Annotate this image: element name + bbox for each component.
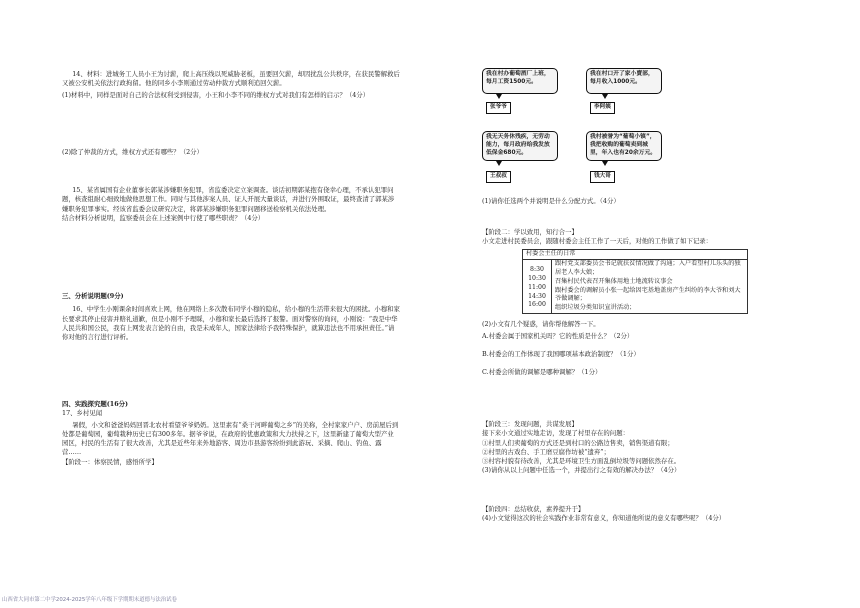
speech-bubble-3: 我无天务休残疾，无劳动能力，每月政府给我发放低保金680元。 [482, 131, 558, 161]
stage-3-p2: ②村里的古戏台、手工磨豆腐作坊被“遗弃”； [482, 447, 610, 456]
stage-2-qc: C.村委会所做的调解是哪种调解？（1分） [482, 368, 602, 377]
bubble-tail-3 [496, 161, 502, 166]
time-column [523, 259, 552, 314]
stage-2-q2: (2)小文有几个疑惑，请你帮他解答一下。 [482, 320, 600, 329]
page-footer: 山西省大同市第二中学2024-2025学年八年级下学期期末道德与法治试卷 [2, 597, 177, 603]
stage-2 [482, 228, 787, 378]
stage-4-title: 【阶段四：总结收获，素养提升于】 [482, 505, 585, 513]
time-2: 10:30 [528, 274, 546, 282]
bubble-tail-4 [602, 161, 608, 166]
bubble-tail-2 [602, 94, 608, 99]
question-14 [62, 70, 400, 100]
stage-3-q3: (3)请你从以上问题中任选一个，并提出行之有效的解决办法？（4分） [482, 466, 681, 475]
stage-3-intro: 接下来小文通过实地走访，发现了村里存在的问题： [482, 429, 629, 438]
right-q1-text: (1)请你任选两个并说明是什么分配方式。（4分） [482, 197, 620, 205]
entry-1: 跟村党支部委员会书记就扶贫情况做了沟通；入户看望村儿乐头的独居老人李大娘； [555, 259, 741, 276]
q14-sub2 [62, 148, 400, 157]
speech-bubble-4: 我村被誉为“葡萄小镇”，我把收购的葡萄卖到城里，年入也有20余万元。 [586, 131, 662, 161]
stage-3-p1: ①村里人们卖葡萄的方式还是到村口的公路边售卖，销售渠道有限； [482, 438, 674, 447]
q16-text: 16、中学生小刚课余时间喜欢上网，他在网络上多次散布同学小穆的隐私，给小穆的生活带来很大的困扰。小穆和家长要求其停止侵害并赔礼道歉，但是小刚不予理睬，小穆和家长最后选择了报警。面对警察的询问，小刚说：“我是中华人民共和国公民，我有上网发表言论的自由，我是未成年人，国家法律给予我特殊保护，就算违法也不用承担责任。”请你对他的言行进行评析。 [62, 305, 400, 342]
entry-2: 召集村民代表召开集体用地土地流转议事会 [555, 277, 673, 285]
name-tag-3: 王叔叔 [486, 171, 511, 183]
entry-3: 跟村委会的调解员小张一起给因宅基地盖房产生纠纷的李大爷和刘大爷做调解； [555, 286, 741, 303]
q17-title: 17、乡村见闻 [62, 409, 103, 418]
bubble-tail-1 [496, 94, 502, 99]
section-4 [62, 400, 400, 467]
q15-text: 15、某省属国有企业董事长郭某涉嫌职务犯罪，省监委决定立案调查。谈话初期郭某抱有侥幸心理，不承认犯罪问题，核查组耐心细致地做他思想工作。同时与其他涉案人员、证人开展大量谈话，并进行外围取证，最终查清了郭某涉嫌职务犯罪事实。经该省监委会议研究决定，将郭某涉嫌职务犯罪问题移送检察机关依法处理。 [62, 186, 395, 213]
q14-sub1: (1)材料中，同样是面对自己的合法权利受到侵害，小王和小李不同的维权方式对我们有怎样的启示？（4分） [62, 90, 370, 99]
q17-intro: 暑假，小文和爸爸妈妈回晋北农村看望爷爷奶奶。这里素有“桑干河畔葡萄之乡”的美称，全村家家户户、房前屋后到处都是葡萄园，葡萄栽种历史已有300多年。据爷爷说，在政府的优惠政策和大力扶持之下，这里新建了葡萄大型产业园区，村民的生活有了很大改善，尤其是近些年来外地游客、周边市县游客纷纷到此游玩、采摘、爬山、钓鱼、露营…… [62, 420, 399, 457]
entry-column [552, 259, 748, 314]
speech-bubble-2: 我在村口开了家小賣部，每月收入1000元。 [586, 68, 662, 94]
section-4-heading: 四、实践探究题(16分) [62, 400, 129, 408]
section-3-heading: 三、分析说明题(9分) [62, 292, 124, 300]
stage-3-title: 【阶段三：发现问题，共谋发展】 [482, 420, 578, 428]
stage-4 [482, 505, 787, 524]
right-q1 [482, 197, 787, 206]
stage-2-title: 【阶段二：学以致用，知行合一】 [482, 228, 578, 236]
stage-2-intro: 小文走进村民委员会，跟随村委会主任工作了一天后，对他的工作做了如下记录： [482, 237, 713, 246]
stage-4-q4: (4)小文觉得这次的社会实践作业非常有意义，你知道他所说的意义有哪些呢？（4分） [482, 514, 726, 523]
stage-3-p3: ③村容村貌有待改善，尤其是环境卫生方面乱倒垃圾等问题依然存在。 [482, 457, 681, 466]
time-1: 8:30 [530, 265, 544, 273]
time-5: 16:00 [528, 301, 546, 309]
speech-bubble-1: 我在村办葡萄酒厂上班，每月工资1500元。 [482, 68, 558, 94]
name-tag-1: 张爷爷 [486, 102, 511, 114]
time-3: 11:00 [528, 283, 546, 291]
q14-sub2-text: (2)除了仲裁的方式，维权方式还有哪些？（2分） [62, 148, 203, 156]
q15-question: 结合材料分析说明，监察委员会在上述案例中行使了哪些职责？（4分） [62, 213, 265, 222]
table-header: 村委会主任的日常 [523, 249, 748, 259]
section-3 [62, 292, 400, 342]
question-15 [62, 186, 400, 223]
chief-daily-table [522, 249, 748, 315]
name-tag-4: 钱大哥 [590, 171, 615, 183]
interview-images [482, 58, 682, 188]
entry-4: 组织垃圾分类知识宣讲活动； [555, 304, 636, 312]
stage-1-title: 【阶段一：体察民情，感悟所学】 [62, 457, 158, 466]
stage-2-qb: B.村委会的工作体现了我国哪项基本政治制度？（1分） [482, 350, 640, 359]
stage-2-qa: A.村委会属于国家机关吗？它的性质是什么？（2分） [482, 331, 634, 340]
time-4: 14:30 [528, 292, 546, 300]
name-tag-2: 李阿姨 [590, 102, 615, 114]
q14-material: 14、材料：进城务工人员小王为讨薪，爬上高压线以死威胁老板，虽要回欠薪，却因扰乱公共秩序，在获民警解救后又被公安机关依法行政拘留。他的同乡小李则通过劳动仲裁方式顺利追回欠薪。 [62, 70, 400, 88]
stage-3 [482, 420, 787, 476]
